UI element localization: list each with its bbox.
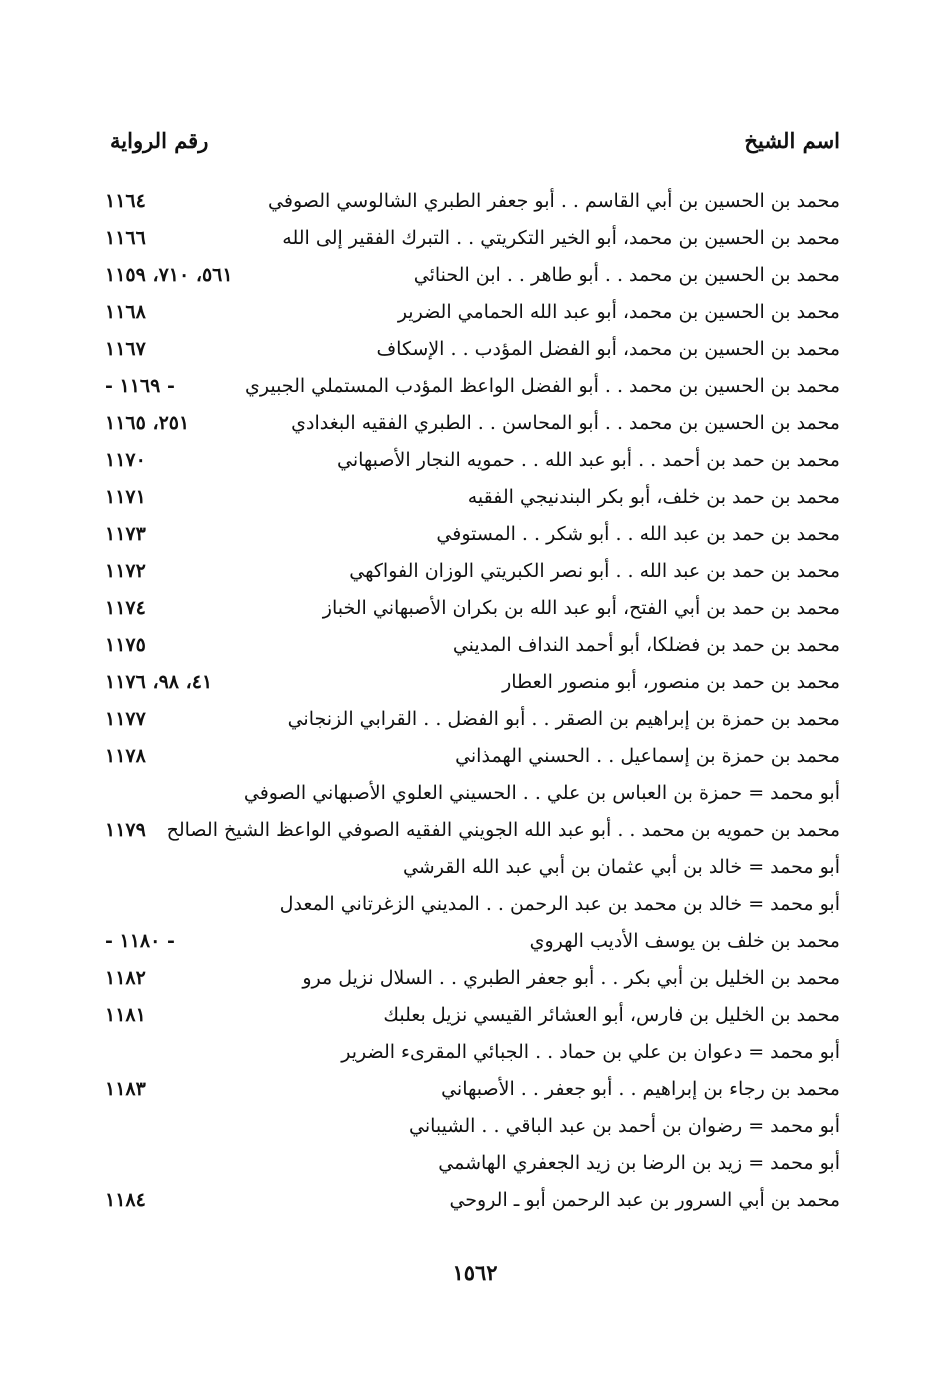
list-item	[105, 368, 840, 405]
sheikh-name: محمد بن رجاء بن إبراهيم . . أبو جعفر . . الأصبهاني	[441, 1078, 840, 1100]
narration-number: ١١٧٤	[105, 597, 146, 619]
list-item	[105, 1071, 840, 1108]
list-item	[105, 294, 840, 331]
narration-number: ١١٨٢	[105, 967, 146, 989]
narration-number: ١١٨٤	[105, 1189, 146, 1211]
narration-number: ١١٧٧	[105, 708, 146, 730]
narration-number: ١١٧٩	[105, 819, 146, 841]
column-header-narration-number: رقم الرواية	[110, 128, 209, 153]
sheikh-name: محمد بن أبي السرور بن عبد الرحمن أبو ـ الروحي	[449, 1189, 840, 1211]
list-item	[105, 516, 840, 553]
sheikh-name: محمد بن حمد بن عبد الله . . أبو شكر . . المستوفي	[436, 523, 840, 545]
sheikh-name: محمد بن الحسين بن محمد . . أبو طاهر . . ابن الحنائي	[413, 264, 840, 286]
list-item	[105, 849, 840, 886]
sheikh-name: محمد بن الخليل بن فارس، أبو العشائر القيسي نزيل بعلبك	[383, 1004, 840, 1026]
narration-number: ٢٥١، ١١٦٥	[105, 412, 190, 434]
narration-number: ١١٨١	[105, 1004, 146, 1026]
sheikh-name: محمد بن الحسين بن محمد . . أبو المحاسن . . الطبري الفقيه البغدادي	[291, 412, 840, 434]
sheikh-name: محمد بن الحسين بن محمد، أبو الخير التكريتي . . التبرك الفقير إلى الله	[282, 227, 840, 249]
sheikh-name: محمد بن حمد بن عبد الله . . أبو نصر الكبريتي الوزان الفواكهي	[349, 560, 840, 582]
sheikh-name: أبو محمد = حمزة بن العباس بن علي . . الحسيني العلوي الأصبهاني الصوفي	[243, 782, 840, 804]
list-item	[105, 257, 840, 294]
sheikh-name: محمد بن الحسين بن أبي القاسم . . أبو جعفر الطبري الشالوسي الصوفي	[268, 190, 840, 212]
list-item	[105, 886, 840, 923]
sheikh-name: أبو محمد = خالد بن أبي عثمان بن أبي عبد الله القرشي	[402, 856, 840, 878]
list-item	[105, 1145, 840, 1182]
list-item	[105, 1034, 840, 1071]
sheikh-name: محمد بن الخليل بن أبي بكر . . أبو جعفر الطبري . . السلال نزيل مرو	[302, 967, 840, 989]
list-item	[105, 812, 840, 849]
sheikh-name: محمد بن حمد بن منصور، أبو منصور العطار	[502, 671, 840, 693]
narration-number: ١١٧٣	[105, 523, 146, 545]
sheikh-name: محمد بن حمزة بن إبراهيم بن الصقر . . أبو الفضل . . القرابي الزنجاني	[287, 708, 840, 730]
narration-number: ١١٦٨	[105, 301, 146, 323]
list-item	[105, 1182, 840, 1219]
narration-number: - ١١٨٠ -	[105, 930, 175, 952]
list-item	[105, 1108, 840, 1145]
list-item	[105, 331, 840, 368]
sheikh-name: محمد بن حمويه بن محمد . . أبو عبد الله الجويني الفقيه الصوفي الواعظ الشيخ الصالح	[166, 819, 840, 841]
sheikh-name: أبو محمد = زيد بن الرضا بن زيد الجعفري الهاشمي	[438, 1152, 840, 1174]
sheikh-name: محمد بن حمزة بن إسماعيل . . الحسني الهمذاني	[455, 745, 840, 767]
list-item	[105, 183, 840, 220]
narration-number: - ١١٦٩ -	[105, 375, 175, 397]
narration-number: ٤١، ٩٨، ١١٧٦	[105, 671, 213, 693]
list-item	[105, 405, 840, 442]
narration-number: ١١٧٥	[105, 634, 146, 656]
narration-number: ١١٨٣	[105, 1078, 146, 1100]
narration-number: ١١٧٢	[105, 560, 146, 582]
list-item	[105, 701, 840, 738]
narration-number: ١١٦٦	[105, 227, 146, 249]
list-item	[105, 627, 840, 664]
list-item	[105, 738, 840, 775]
list-item	[105, 775, 840, 812]
sheikh-name: محمد بن حمد بن فضلكا، أبو أحمد النداف المديني	[452, 634, 840, 656]
sheikh-name: محمد بن حمد بن أبي الفتح، أبو عبد الله بن بكران الأصبهاني الخباز	[322, 597, 840, 619]
sheikh-name: محمد بن الحسين بن محمد، أبو الفضل المؤدب . . الإسكاف	[376, 338, 840, 360]
page-number: ١٥٦٢	[452, 1260, 498, 1285]
list-item	[105, 664, 840, 701]
sheikh-name: محمد بن الحسين بن محمد . . أبو الفضل الواعظ المؤدب المستملي الجبيري	[244, 375, 840, 397]
list-item	[105, 997, 840, 1034]
list-item	[105, 220, 840, 257]
sheikh-name: محمد بن حمد بن خلف، أبو بكر البندنيجي الفقيه	[467, 486, 840, 508]
table-header	[110, 128, 840, 168]
narration-number: ١١٧٨	[105, 745, 146, 767]
column-header-sheikh-name: اسم الشيخ	[744, 128, 840, 153]
sheikh-name: محمد بن الحسين بن محمد، أبو عبد الله الحمامي الضرير	[397, 301, 840, 323]
list-item	[105, 960, 840, 997]
sheikh-name: محمد بن خلف بن يوسف الأديب الهروي	[529, 930, 840, 952]
sheikh-name: محمد بن حمد بن أحمد . . أبو عبد الله . . حمويه النجار الأصبهاني	[337, 449, 840, 471]
list-item	[105, 553, 840, 590]
narration-number: ٥٦١، ٧١٠، ١١٥٩	[105, 264, 233, 286]
narration-number: ١١٧١	[105, 486, 146, 508]
sheikh-name: أبو محمد = رضوان بن أحمد بن عبد الباقي . . الشيباني	[408, 1115, 840, 1137]
list-item	[105, 590, 840, 627]
narration-number: ١١٧٠	[105, 449, 146, 471]
narration-number: ١١٦٤	[105, 190, 146, 212]
list-item	[105, 923, 840, 960]
list-item	[105, 479, 840, 516]
index-list	[105, 183, 840, 1219]
list-item	[105, 442, 840, 479]
narration-number: ١١٦٧	[105, 338, 146, 360]
sheikh-name: أبو محمد = خالد بن محمد بن عبد الرحمن . . المديني الزغرتاني المعدل	[279, 893, 840, 915]
sheikh-name: أبو محمد = دعوان بن علي بن حماد . . الجبائي المقرىء الضرير	[341, 1041, 840, 1063]
